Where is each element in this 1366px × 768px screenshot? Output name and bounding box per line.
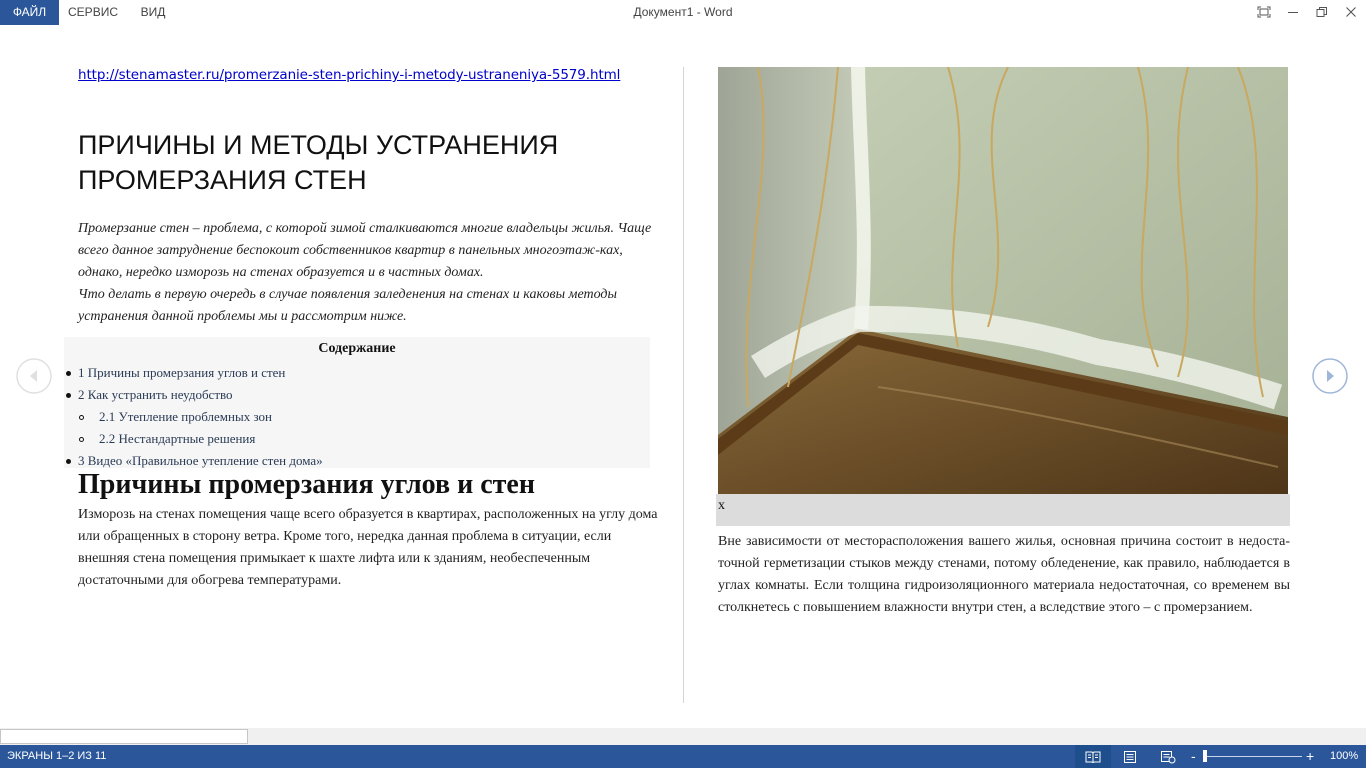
table-of-contents: [64, 337, 650, 468]
window-title: Документ1 - Word: [633, 5, 733, 19]
intro-text: [78, 218, 658, 328]
sub-bullet-icon: [79, 437, 84, 442]
status-bar: [0, 745, 1366, 768]
web-layout-button[interactable]: [1150, 745, 1186, 768]
toc-title: Содержание: [318, 341, 396, 356]
bullet-icon: [66, 393, 71, 398]
toc-item-2-2[interactable]: 2.2 Нестандартные решения: [99, 431, 256, 446]
right-paragraph: Вне зависимости от месторасположения вашего жилья, основная причина состоит в недоста-точной герметизации стыков между стенами, потому обледенение, как правило, наблюдается в углах комнаты. Если толщина гидроизоляционного материала недостаточная, со временем вы столкнетесь с повышением влажности внутри стен, а вследствие этого – с промерзанием.: [718, 534, 1290, 615]
arrow-left-icon: [16, 358, 52, 394]
intro-paragraph-1: Промерзание стен – проблема, с которой зимой сталкиваются многие владельцы жилья. Чаще всего данное затруднение беспокоит собственников квартир в панельных многоэтаж-ках, однако, нередко изморозь на стенах образуется и в частных домах.: [78, 221, 652, 280]
zoom-level[interactable]: 100%: [1330, 750, 1359, 762]
scrollbar-thumb[interactable]: [0, 729, 248, 744]
zoom-out-button[interactable]: -: [1191, 748, 1196, 764]
photo-image: [718, 67, 1288, 494]
close-button[interactable]: [1338, 2, 1364, 22]
arrow-right-icon: [1312, 358, 1348, 394]
document-title: ПРИЧИНЫ И МЕТОДЫ УСТРАНЕНИЯ ПРОМЕРЗАНИЯ СТЕН: [78, 130, 559, 195]
source-link[interactable]: http://stenamaster.ru/promerzanie-sten-prichiny-i-metody-ustraneniya-5579.html: [78, 67, 621, 83]
section-paragraph: Изморозь на стенах помещения чаще всего образуется в квартирах, расположенных на углу дома или обращенных в сторону ветра. Кроме того, нередка данная проблема в ситуации, если внешняя стена помещения примыкает к шахте лифта или к зданиям, необеспеченным достаточными для обогрева температурами.: [78, 507, 658, 588]
zoom-slider-track[interactable]: [1206, 756, 1302, 757]
toc-item-2[interactable]: 2 Как устранить неудобство: [78, 387, 233, 402]
previous-screen-button[interactable]: [16, 358, 52, 394]
toc-item-3[interactable]: 3 Видео «Правильное утепление стен дома»: [78, 453, 323, 468]
sub-bullet-icon: [79, 415, 84, 420]
minimize-button[interactable]: [1280, 2, 1306, 22]
menu-service[interactable]: СЕРВИС: [68, 5, 118, 19]
toc-item-1[interactable]: 1 Причины промерзания углов и стен: [78, 365, 286, 380]
section-heading: Причины промерзания углов и стен: [78, 469, 535, 500]
bullet-icon: [66, 459, 71, 464]
toc-item-2-1[interactable]: 2.1 Утепление проблемных зон: [99, 409, 272, 424]
minimize-icon: [1287, 6, 1299, 18]
bullet-icon: [66, 371, 71, 376]
menu-view[interactable]: ВИД: [140, 5, 166, 19]
title-bar: [0, 0, 1366, 25]
book-icon: [1085, 750, 1101, 764]
close-icon: [1345, 6, 1357, 18]
restore-icon: [1316, 6, 1328, 18]
caption-text: x: [718, 498, 725, 513]
horizontal-scrollbar[interactable]: [0, 728, 1366, 745]
restore-button[interactable]: [1309, 2, 1335, 22]
intro-paragraph-2: Что делать в первую очередь в случае появления заледенения на стенах и каковы методы устранения данной проблемы мы и рассмотрим ниже.: [78, 287, 617, 324]
web-layout-icon: [1160, 750, 1176, 764]
page-divider: [683, 67, 684, 703]
read-mode-button[interactable]: [1075, 745, 1111, 768]
print-layout-button[interactable]: [1112, 745, 1148, 768]
screen-count: ЭКРАНЫ 1–2 ИЗ 11: [7, 750, 107, 762]
page-icon: [1123, 750, 1137, 764]
menu-file[interactable]: ФАЙЛ: [0, 0, 59, 25]
frozen-wall-photo[interactable]: [718, 67, 1288, 494]
zoom-in-button[interactable]: +: [1306, 748, 1315, 764]
fullscreen-icon: [1257, 6, 1271, 18]
image-caption: [716, 494, 1290, 526]
next-screen-button[interactable]: [1312, 358, 1348, 394]
fullscreen-button[interactable]: [1251, 2, 1277, 22]
zoom-slider-thumb[interactable]: [1203, 750, 1207, 762]
